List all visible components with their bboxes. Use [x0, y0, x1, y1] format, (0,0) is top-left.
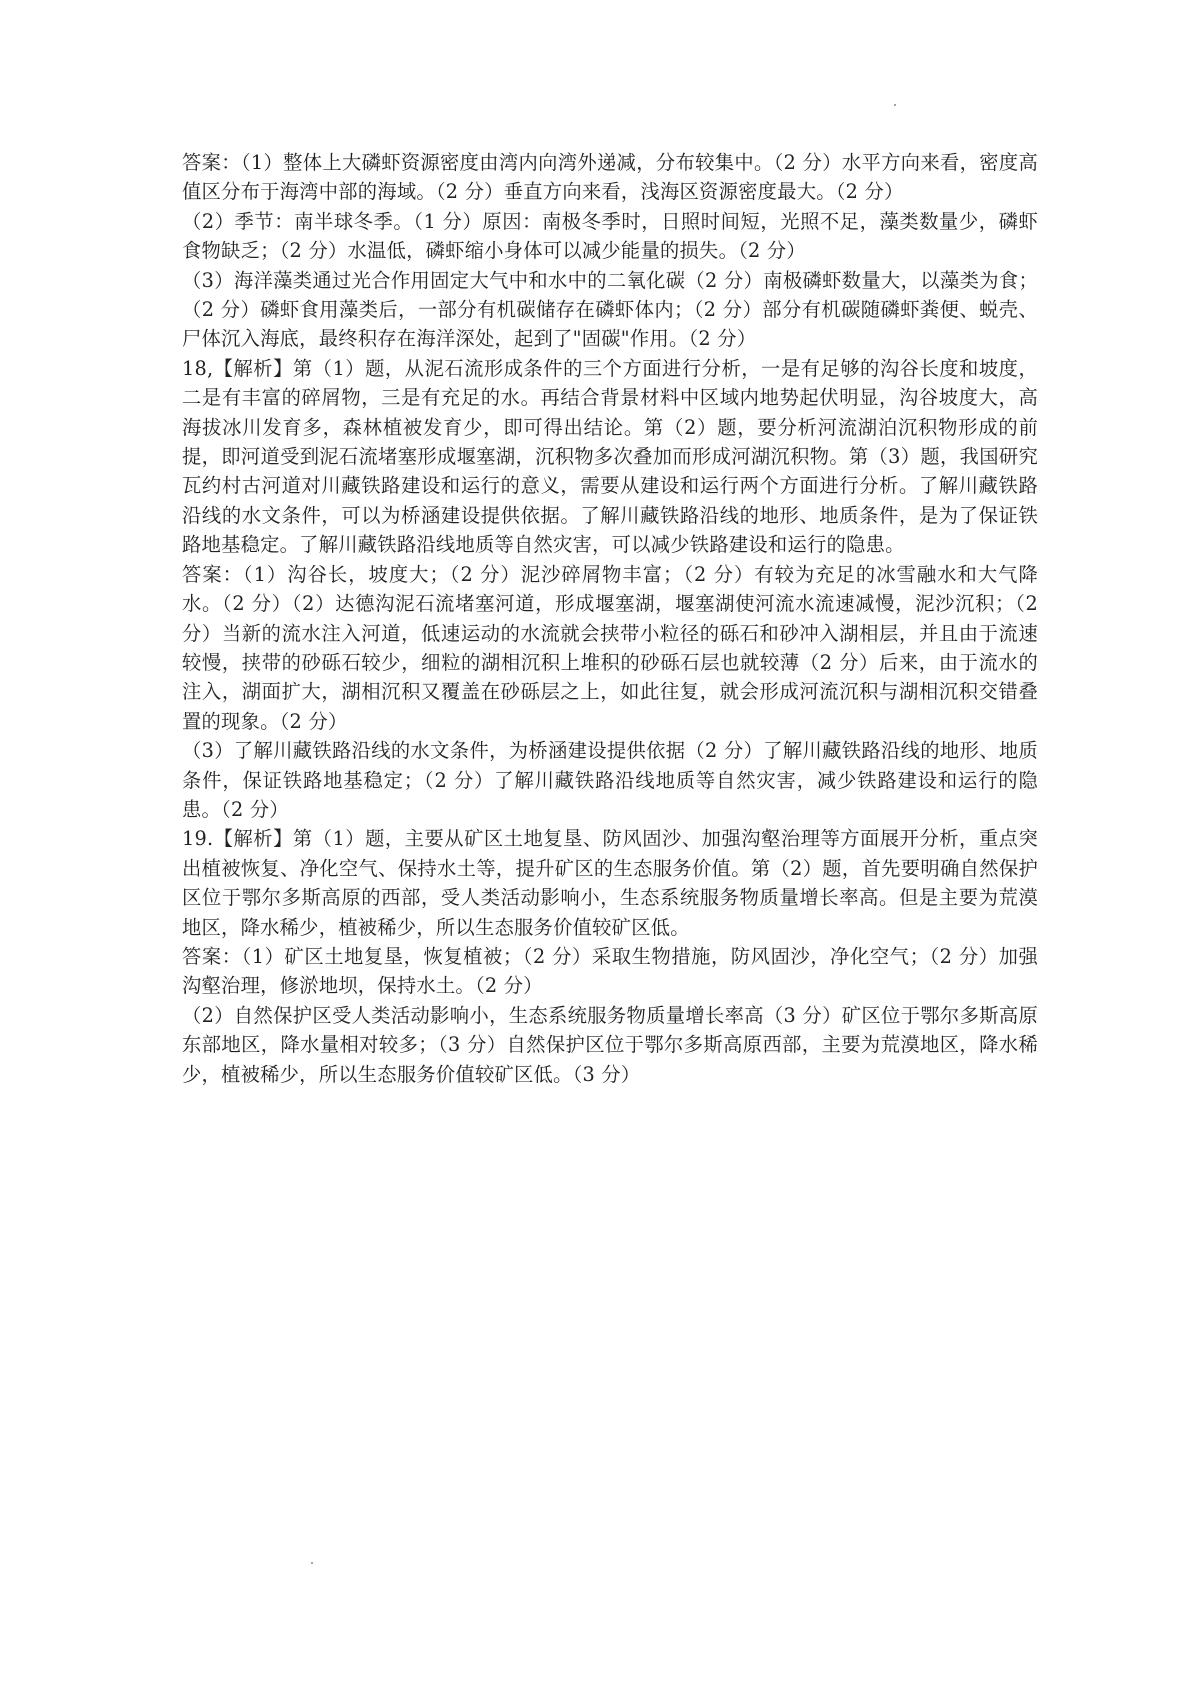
- analysis-18: 18,【解析】第（1）题，从泥石流形成条件的三个方面进行分析，一是有足够的沟谷长度和坡度，二是有丰富的碎屑物，三是有充足的水。再结合背景材料中区域内地势起伏明显，沟谷坡度大，高海拔冰川发育多，森林植被发育少，即可得出结论。第（2）题，要分析河流湖泊沉积物形成的前提，即河道受到泥石流堵塞形成堰塞湖，沉积物多次叠加而形成河湖沉积物。第（3）题，我国研究瓦约村古河道对川藏铁路建设和运行的意义，需要从建设和运行两个方面进行分析。了解川藏铁路沿线的水文条件，可以为桥涵建设提供依据。了解川藏铁路沿线的地形、地质条件，是为了保证铁路地基稳定。了解川藏铁路沿线地质等自然灾害，可以减少铁路建设和运行的隐患。: [182, 356, 1038, 557]
- answer-19-1: 答案：（1）矿区土地复垦，恢复植被；（2 分）采取生物措施，防风固沙，净化空气；（2 分）加强沟壑治理，修淤地坝，保持水土。（2 分）: [182, 944, 1038, 998]
- analysis-19: 19.【解析】第（1）题，主要从矿区土地复垦、防风固沙、加强沟壑治理等方面展开分析，重点突出植被恢复、净化空气、保持水土等，提升矿区的生态服务价值。第（2）题，首先要明确自然保护区位于鄂尔多斯高原的西部，受人类活动影响小，生态系统服务物质量增长率高。但是主要为荒漠地区，降水稀少，植被稀少，所以生态服务价值较矿区低。: [182, 827, 1038, 939]
- scan-speck: [311, 1562, 313, 1564]
- scan-speck: [894, 104, 896, 106]
- answer-18-1-2: 答案：（1）沟谷长，坡度大；（2 分）泥沙碎屑物丰富；（2 分）有较为充足的冰雪融水和大气降水。（2 分）（2）达德沟泥石流堵塞河道，形成堰塞湖，堰塞湖使河流水流速减慢，泥沙沉积；（2 分）当新的流水注入河道，低速运动的水流就会挟带小粒径的砾石和砂冲入湖相层，并且由于流速较慢，挟带的砂砾石较少，细粒的湖相沉积上堆积的砂砾石层也就较薄（2 分）后来，由于流水的注入，湖面扩大，湖相沉积又覆盖在砂砾层之上，如此往复，就会形成河流沉积与湖相沉积交错叠置的现象。（2 分）: [182, 562, 1038, 733]
- answer-17-3: （3）海洋藻类通过光合作用固定大气中和水中的二氧化碳（2 分）南极磷虾数量大，以藻类为食；（2 分）磷虾食用藻类后，一部分有机碳储存在磷虾体内；（2 分）部分有机碳随磷虾粪便、蜕壳、尸体沉入海底，最终积存在海洋深处，起到了"固碳"作用。（2 分）: [182, 268, 1038, 351]
- answer-17-1: 答案：（1）整体上大磷虾资源密度由湾内向湾外递减，分布较集中。（2 分）水平方向来看，密度高值区分布于海湾中部的海域。（2 分）垂直方向来看，浅海区资源密度最大。（2 分）: [182, 151, 1038, 204]
- answer-18-3: （3）了解川藏铁路沿线的水文条件，为桥涵建设提供依据（2 分）了解川藏铁路沿线的地形、地质条件，保证铁路地基稳定；（2 分）了解川藏铁路沿线地质等自然灾害，减少铁路建设和运行的隐患。（2 分）: [182, 739, 1038, 821]
- answer-17-2: （2）季节：南半球冬季。（1 分）原因：南极冬季时，日照时间短，光照不足，藻类数量少，磷虾食物缺乏；（2 分）水温低，磷虾缩小身体可以减少能量的损失。（2 分）: [182, 209, 1038, 263]
- answer-19-2: （2）自然保护区受人类活动影响小，生态系统服务物质量增长率高（3 分）矿区位于鄂尔多斯高原东部地区，降水量相对较多；（3 分）自然保护区位于鄂尔多斯高原西部，主要为荒漠地区，降水稀少，植被稀少，所以生态服务价值较矿区低。（3 分）: [182, 1003, 1038, 1086]
- answer-content: [182, 148, 1038, 1089]
